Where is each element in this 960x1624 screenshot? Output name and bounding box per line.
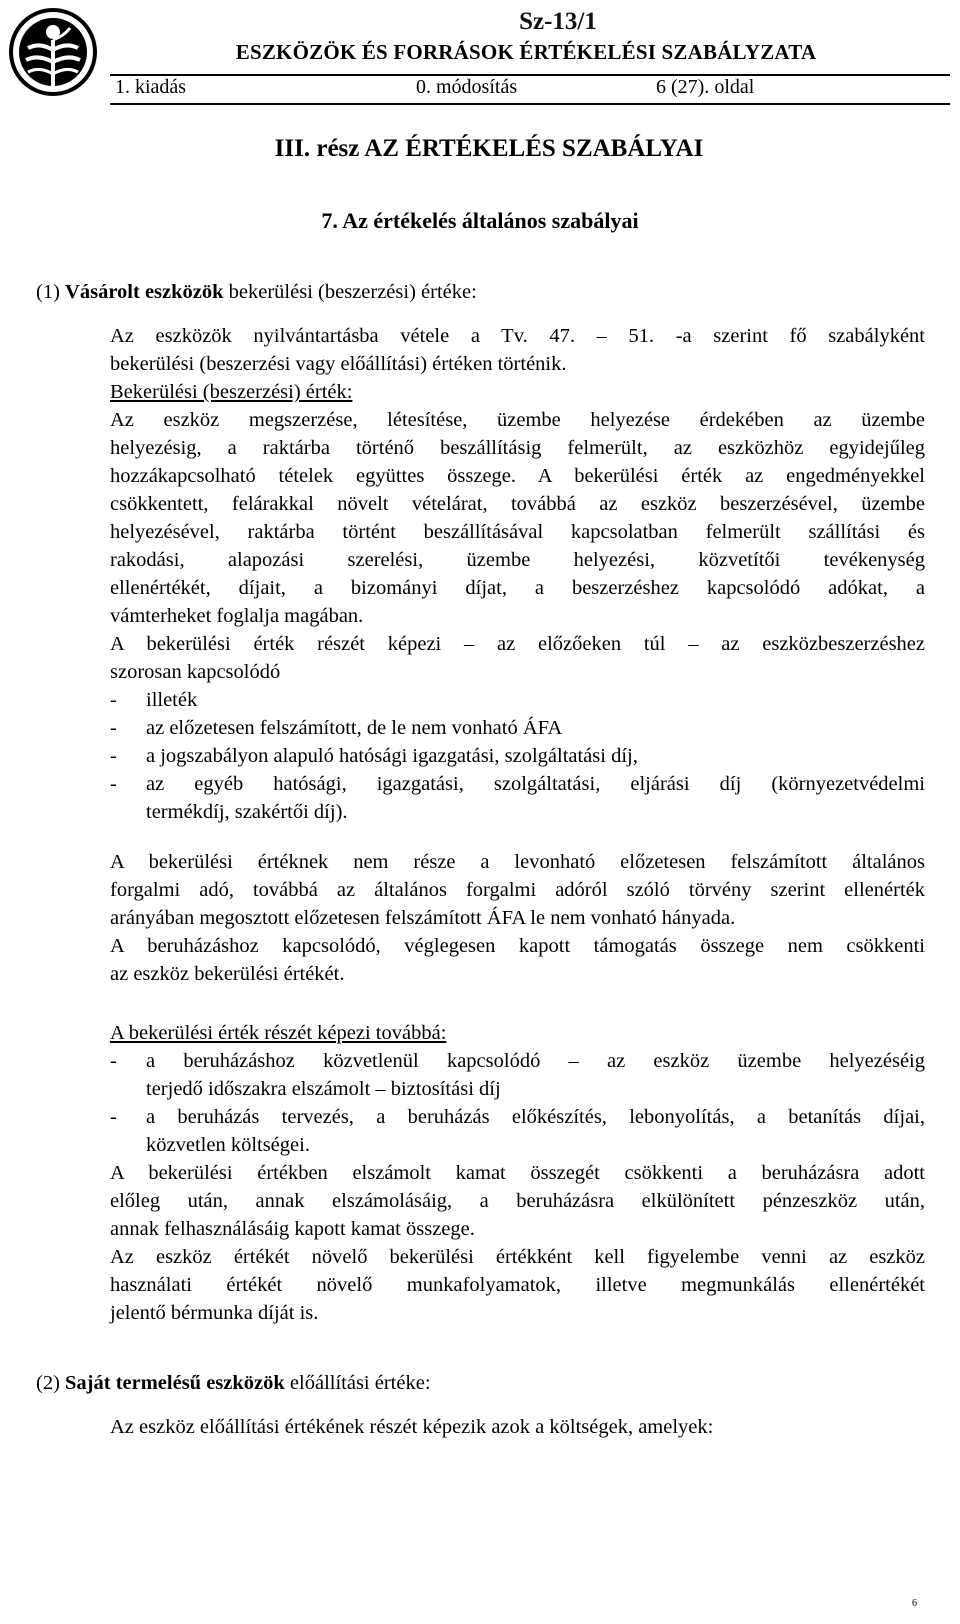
body-line: A beruházáshoz kapcsolódó, véglegesen kapott támogatás összege nem csökkenti — [110, 935, 925, 957]
list-bullet: - — [110, 1106, 117, 1128]
list-item: a beruházás tervezés, a beruházás előkészítés, lebonyolítás, a betanítás díjai, — [146, 1106, 925, 1128]
list-bullet: - — [110, 689, 117, 711]
list-item: a beruházáshoz közvetlenül kapcsolódó – az eszköz üzembe helyezéséig — [146, 1050, 925, 1072]
list-item: illeték — [146, 689, 198, 711]
header-divider — [110, 74, 950, 76]
section-title: 7. Az értékelés általános szabályai — [321, 208, 639, 233]
institution-logo — [8, 6, 98, 98]
body-line: jelentő bérmunka díját is. — [110, 1302, 319, 1324]
body-line: használati értékét növelő munkafolyamatok, illetve megmunkálás ellenértékét — [110, 1274, 925, 1296]
item-rest-title: előállítási értéke: — [289, 1372, 431, 1394]
list-item-continuation: terjedő időszakra elszámolt – biztosítási díj — [146, 1078, 501, 1100]
list-item-continuation: közvetlen költségei. — [146, 1134, 310, 1156]
item-heading-2 — [36, 1370, 431, 1396]
page-label: 6 (27). oldal — [656, 76, 755, 98]
body-line: rakodási, alapozási szerelési, üzembe helyezési, közvetítői tevékenység — [110, 549, 925, 571]
body-line: csökkentett, felárakkal növelt vételárat, továbbá az eszköz beszerzésével, üzembe — [110, 493, 925, 515]
header-divider-bottom — [110, 103, 950, 105]
body-line: helyezésig, a raktárba történő beszállításig felmerült, az eszközhöz egyidejűleg — [110, 437, 925, 459]
subheading: A bekerülési érték részét képezi továbbá: — [110, 1022, 447, 1044]
item-bold-title: Vásárolt eszközök — [65, 281, 224, 303]
item-rest-title: bekerülési (beszerzési) értéke: — [228, 281, 477, 303]
body-line: forgalmi adó, továbbá az általános forgalmi adóról szóló törvény szerint ellenérték — [110, 879, 925, 901]
body-line: arányában megosztott előzetesen felszámított ÁFA le nem vonható hányada. — [110, 907, 736, 929]
edition-label: 1. kiadás — [115, 76, 187, 98]
item-heading-1 — [36, 279, 477, 305]
body-line: annak felhasználásáig kapott kamat összege. — [110, 1218, 475, 1240]
subheading: Bekerülési (beszerzési) érték: — [110, 381, 353, 403]
document-title: ESZKÖZÖK ÉS FORRÁSOK ÉRTÉKELÉSI SZABÁLYZATA — [235, 40, 817, 64]
body-line: ellenértékét, díjait, a bizományi díjat, a beszerzéshez kapcsolódó adókat, a — [110, 577, 925, 599]
item-number: (2) — [36, 1372, 60, 1394]
body-line: A bekerülési értékben elszámolt kamat összegét csökkenti a beruházásra adott — [110, 1162, 925, 1184]
body-line: bekerülési (beszerzési vagy előállítási) értéken történik. — [110, 353, 567, 375]
list-bullet: - — [110, 773, 117, 795]
body-line: Az eszköz értékét növelő bekerülési értékként kell figyelembe venni az eszköz — [110, 1246, 925, 1268]
body-line: szorosan kapcsolódó — [110, 661, 281, 683]
body-line: A bekerülési érték részét képezi – az előzőeken túl – az eszközbeszerzéshez — [110, 633, 925, 655]
body-line: helyezésével, raktárba történt beszállításával kapcsolatban felmerült szállítási és — [110, 521, 925, 543]
body-line: Az eszköz megszerzése, létesítése, üzembe helyezése érdekében az üzembe — [110, 409, 925, 431]
body-line: Az eszközök nyilvántartásba vétele a Tv. 47. – 51. -a szerint fő szabályként — [110, 325, 925, 347]
body-line: A bekerülési értéknek nem része a levonható előzetesen felszámított általános — [110, 851, 925, 873]
body-line: hozzákapcsolható tételek együttes összege. A bekerülési érték az engedményekkel — [110, 465, 925, 487]
list-bullet: - — [110, 745, 117, 767]
item-number: (1) — [36, 281, 60, 303]
part-title: III. rész AZ ÉRTÉKELÉS SZABÁLYAI — [274, 135, 704, 162]
body-line: előleg után, annak elszámolásáig, a beruházásra elkülönített pénzeszköz után, — [110, 1190, 925, 1212]
list-bullet: - — [110, 717, 117, 739]
body-line: Az eszköz előállítási értékének részét képezik azok a költségek, amelyek: — [110, 1416, 714, 1438]
list-item: az előzetesen felszámított, de le nem vonható ÁFA — [146, 717, 563, 739]
list-item: az egyéb hatósági, igazgatási, szolgáltatási, eljárási díj (környezetvédelmi — [146, 773, 925, 795]
body-line: az eszköz bekerülési értékét. — [110, 963, 345, 985]
page-number: 6 — [912, 1598, 917, 1609]
item-bold-title: Saját termelésű eszközök — [65, 1372, 285, 1394]
list-item-continuation: termékdíj, szakértői díj). — [146, 801, 348, 823]
document-code: Sz-13/1 — [519, 8, 597, 35]
list-item: a jogszabályon alapuló hatósági igazgatási, szolgáltatási díj, — [146, 745, 638, 767]
list-bullet: - — [110, 1050, 117, 1072]
revision-label: 0. módosítás — [416, 76, 518, 98]
body-line: vámterheket foglalja magában. — [110, 605, 364, 627]
